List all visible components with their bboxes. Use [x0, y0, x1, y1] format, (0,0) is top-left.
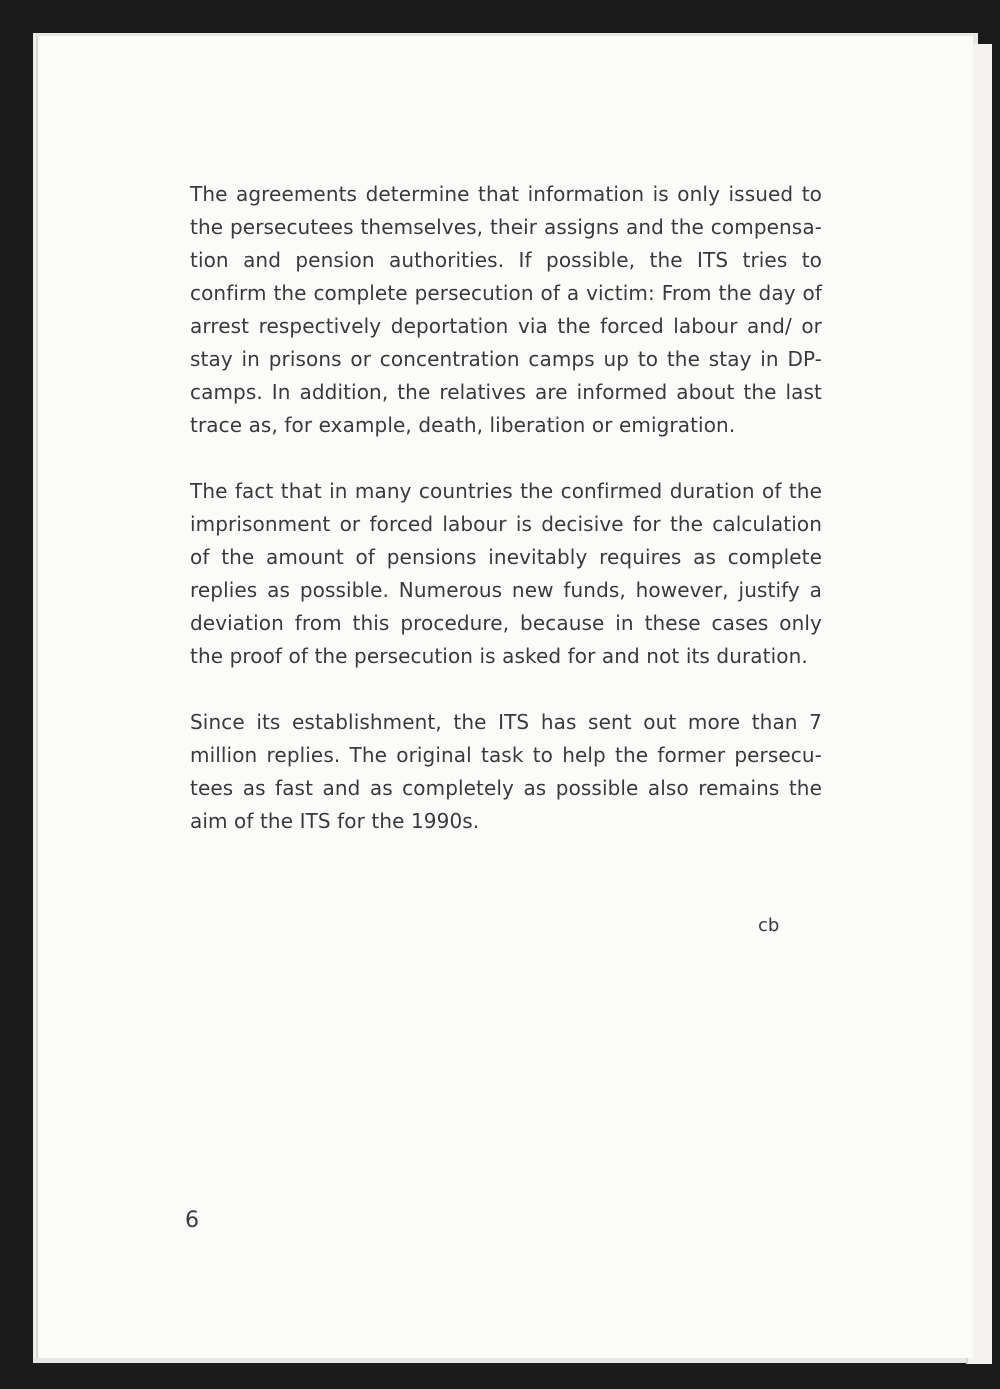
author-initials: cb [758, 915, 780, 936]
body-text [190, 178, 822, 871]
page-number: 6 [185, 1208, 199, 1233]
paragraph-1: The agreements determine that information is only issued to the persecutees themselves, their assigns and the compensa-tion and pension authorities. If possible, the ITS tries to confirm the complete persecution of a victim: From the day of arrest respectively deportation via the forced labour and/ or stay in prisons or concentration camps up to the stay in DP-camps. In addition, the relatives are informed about the last trace as, for example, death, liberation or emigration. [190, 182, 822, 437]
paragraph-3: Since its establishment, the ITS has sent out more than 7 million replies. The original task to help the former persecu-tees as fast and as completely as possible also remains the aim of the ITS for the 1990s. [190, 710, 822, 833]
paragraph-2: The fact that in many countries the confirmed duration of the imprisonment or forced labour is decisive for the calculation of the amount of pensions inevitably requires as complete replies as possible. Numerous new funds, however, justify a deviation from this procedure, because in these cases only the proof of the persecution is asked for and not its duration. [190, 479, 822, 668]
